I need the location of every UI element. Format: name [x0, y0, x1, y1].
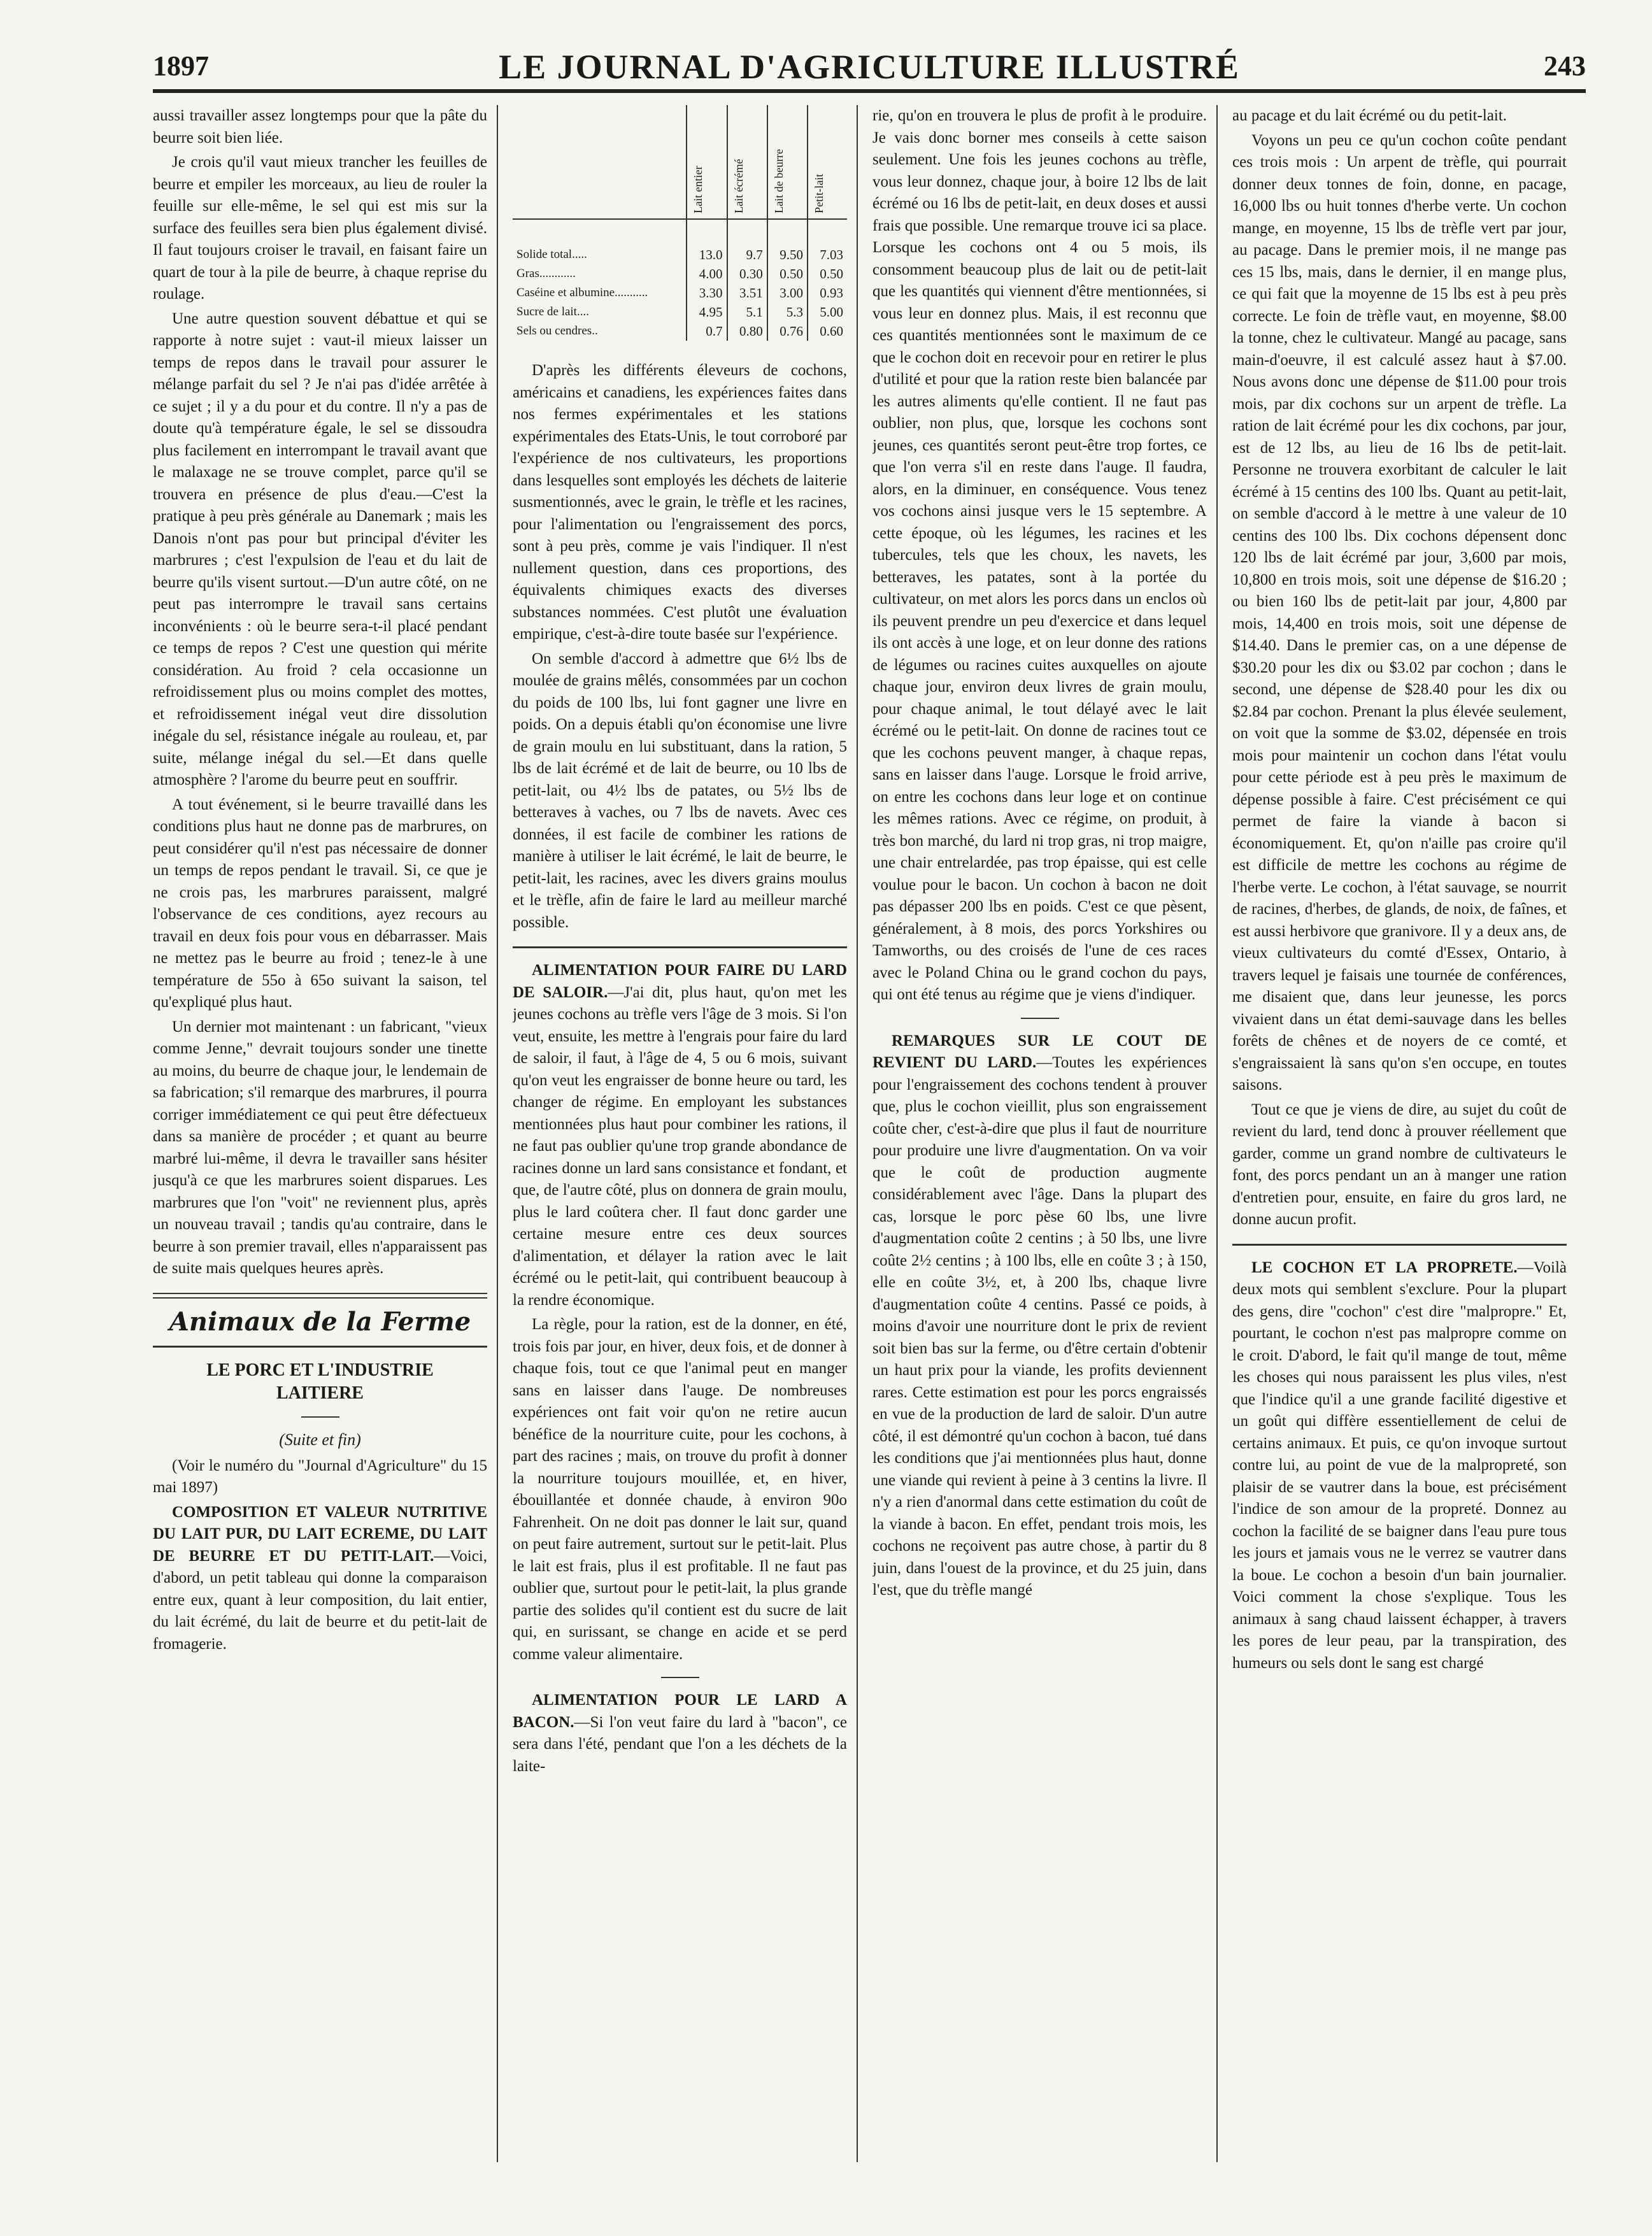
table-cell: 5.00: [808, 303, 847, 322]
paragraph-text: —Voilà deux mots qui semblent s'exclure. Pour la plupart des gens, dire "cochon" c'est dire "malpropre." Et, pourtant, le cochon n'est pas malpropre comme on le croit. D'abord, le fait qu'il mange de tout, même les choses qui nous paraissent les plus viles, n'est que l'indice qu'il a une grande facilité digestive et un goût qui diffère essentiellement de celui de certains animaux. Et puis, ce qu'on invoque surtout contre lui, au point de vue de la malpropreté, son plaisir de se vautrer dans la boue, est précisément l'indice de son amour de la propreté. Donnez au cochon la facilité de se baigner dans l'eau pure tous les jours et jamais vous ne le verrez se vautrer dans la boue. Le cochon a besoin d'un bain journalier. Voici comment la chose s'explique. Tous les animaux à sang chaud laissent échapper, à travers les pores de leur peau, par la transpiration, des humeurs ou sels dont le sang est chargé: [1232, 1258, 1567, 1672]
article-title: LE PORC ET L'INDUSTRIE LAITIERE: [206, 1360, 434, 1403]
paragraph: Tout ce que je viens de dire, au sujet du coût de revient du lard, tend donc à prouver réellement que garder, comme un grand nombre de cultivateurs le font, des porcs pendant un an à manger une ration d'entretien pour, ensuite, en faire du gros lard, ne donne aucun profit.: [1232, 1100, 1567, 1228]
header-year: 1897: [153, 50, 209, 82]
column-2: [513, 105, 847, 2162]
page-header: [153, 38, 1586, 93]
subsection-heading: COMPOSITION ET VALEUR NUTRITIVE DU LAIT PUR, DU LAIT ECREME, DU LAIT DE BEURRE ET DU PETIT-LAIT.: [153, 1503, 487, 1565]
subsection-heading: ALIMENTATION POUR FAIRE DU LARD DE SALOIR.: [513, 962, 847, 1001]
table-cell: 0.7: [687, 322, 727, 341]
header-label: Lait écrémé: [732, 159, 745, 213]
section-heading: Animaux de la Ferme: [169, 1306, 471, 1337]
table-header: [767, 105, 808, 219]
divider: [153, 1346, 487, 1348]
subsection-heading: ALIMENTATION POUR LE LARD A BACON.: [513, 1691, 847, 1731]
paragraph: rie, qu'on en trouvera le plus de profit à le produire. Je vais donc borner mes conseils à cette saison seulement. Une fois les jeunes cochons au trèfle, vous leur donnez, chaque jour, à boire 12 lbs de lait écrémé ou 16 lbs de petit-lait, en deux doses et aussi frais que possible. Une remarque trouve ici sa place. Lorsque les cochons ont 4 ou 5 mois, ils consomment beaucoup plus de lait ou de petit-lait que les quantités qui viennent d'être mentionnées, si vous leur en donnez plus. Mais, il est reconnu que ces quantités mentionnées sont le maximum de ce que le cochon doit en recevoir pour en retirer le plus d'utilité et pour que la ration reste bien balancée par les autres aliments qu'elle contient. Il ne faut pas oublier, non plus, que, lorsque les cochons sont jeunes, ces quantités seront peut-être trop fortes, ce que l'on verra s'il en reste dans l'auge. Il faudra, alors, en la diminuer, en conséquence. Vous tenez vos cochons ainsi jusque vers le 15 septembre. A cette époque, où les légumes, les racines et les tubercules, tels que les choux, les navets, les betteraves, les patates, sont à la portée du cultivateur, on met alors les porcs dans un enclos où ils peuvent prendre un peu d'exercice et dans lequel ils ont accès à une loge, et on leur donne des rations de légumes ou racines cuites auxquelles on ajoute chaque jour, environ deux livres de grain moulu, pour chaque animal, le tout délayé avec le lait écrémé ou le petit-lait. On donne de racines tout ce que les cochons peuvent manger, à chaque repas, sans en laisser dans l'auge. Lorsque le froid arrive, on entre les cochons dans leur loge et on continue les mêmes rations. Avec ce régime, on produit, à très bon marché, du lard ni trop gras, ni trop maigre, une chair entrelardée, pas trop épaisse, qui est celle voulue pour le bacon. Un cochon à bacon ne doit pas dépasser 200 lbs en poids. C'est ce que pèsent, généralement, à 8 mois, des porcs Yorkshires ou Tamworths, ou des croisés de l'une de ces races avec le Poland China ou le grand cochon du pays, qui ont été tenus au régime que je viens d'indiquer.: [872, 107, 1207, 1003]
paragraph: Un dernier mot maintenant : un fabricant, "vieux comme Jenne," devrait toujours sonder une tinette au moins, du beurre de chaque jour, le lendemain de sa fabrication; s'il remarque des marbrures, il pourra corriger immédiatement ce qui peut être défectueux dans sa manière de procéder ; et quant au beurre marbré lui-même, il devra le travailler sans hésiter jusqu'à ce que les marbrures soient disparues. Les marbrures que l'on "voit" ne reviennent plus, après un nouveau travail ; tandis qu'au contraire, dans le beurre à son premier travail, elles n'apparaissent pas de suite mais quelques heures après.: [153, 1018, 487, 1277]
composition-table: [513, 105, 847, 341]
paragraph: Je crois qu'il vaut mieux trancher les feuilles de beurre et empiler les morceaux, au lieu de rouler la feuille sur elle-même, le sel qui est mis sur la surface des feuilles sera bien plus également divisé. Il faut toujours croiser le travail, en faisant faire un quart de tour à la pile de beurre, à chaque reprise du roulage.: [153, 153, 487, 303]
table-cell: 9.50: [767, 219, 808, 264]
paragraph: Voyons un peu ce qu'un cochon coûte pendant ces trois mois : Un arpent de trèfle, qui pourrait donner deux tonnes de foin, donne, en pacage, 16,000 lbs ou huit tonnes d'herbe verte. Un cochon mange, en moyenne, 15 lbs de trèfle vert par jour, au pacage. Dans le premier mois, il ne mange pas ces 15 lbs, mais, dans le dernier, il en mange plus, ce qui fait que la moyenne de 15 lbs est à peu près correcte. Le foin de trèfle vaut, en moyenne, $8.00 la tonne, chez le cultivateur. Mangé au pacage, sans main-d'oeuvre, il est calculé assez haut à $7.00. Nous avons donc une dépense de $11.00 pour trois mois, par dix cochons sur un arpent de trèfle. La ration de lait écrémé pour les dix cochons, par jour, est de 12 lbs, au lieu de 16 lbs de petit-lait. Personne ne trouvera exorbitant de calculer le lait écrémé à 15 centins des 100 lbs. Quant au petit-lait, on semble d'accord à le mettre à une valeur de 10 centins des 100 lbs. Dix cochons dépensent donc 120 lbs de lait écrémé par jour, 3,600 par mois, 10,800 en trois mois, soit une dépense de $16.20 ; ou bien 160 lbs de petit-lait par jour, 4,800 par mois, 14,400 en trois mois, soit une dépense de $14.40. Dans le premier cas, on a une dépense de $30.20 pour les dix ou $3.02 par cochon ; dans le second, une dépense de $28.40 pour les dix ou $2.84 par cochon. Prenant la plus élevée seulement, on voit que la somme de $3.02, dépensée en trois mois pour maintenir un cochon dans l'état voulu pour cette période est à peu près le maximum de dépense possible à faire. C'est précisément ce qui permet de faire la viande à bacon si économiquement. Et, qu'on n'aille pas croire qu'il est difficile de mettre les cochons au régime de l'herbe verte. Le cochon, à l'état sauvage, se nourrit de racines, d'herbes, de glands, de noix, de faînes, et est aussi herbivore que granivore. Il y a deux ans, de vieux cultivateurs du comté d'Essex, Ontario, à travers lequel je faisais une tournée de conférences, me disaient que, dans leur jeunesse, les porcs vivaient dans un état demi-sauvage dans les belles forêts de chênes et de noyers de ce comté, et s'engraissaient là sans qu'on s'en occupe, en toutes saisons.: [1232, 131, 1567, 1093]
row-label: Caséine et albumine...........: [516, 286, 648, 299]
row-label: Solide total.....: [516, 248, 587, 261]
column-4: [1232, 105, 1567, 2162]
table-cell: 0.76: [767, 322, 808, 341]
paragraph: La règle, pour la ration, est de la donner, en été, trois fois par jour, en hiver, deux fois, et de donner à chaque fois, tout ce que l'animal peut en manger sans en laisser dans l'auge. De nombreuses expériences ont fait voir qu'on ne retire aucun bénéfice de la nourriture cuite, pour les cochons, à part des racines ; mais, on trouve du profit à donner la nourriture toujours mouillée, et, en hiver, ébouillantée et donnée chaude, à environ 90o Fahrenheit. On ne doit pas donner le lait sur, quand on peut faire autrement, surtout sur le petit-lait. Plus le lait est frais, plus il est profitable. Il ne faut pas oublier que, surtout pour le petit-lait, la plus grande partie des solides qu'il contient est du sucre de lait qui, en surissant, se change en acide et se perd comme valeur alimentaire.: [513, 1316, 847, 1663]
column-rule: [1216, 105, 1218, 2162]
table-cell: 0.93: [808, 283, 847, 303]
divider: [661, 1677, 699, 1678]
row-label: Sels ou cendres..: [516, 324, 598, 338]
reference-note: (Voir le numéro du "Journal d'Agriculture" du 15 mai 1897): [153, 1456, 487, 1496]
article-subtitle: (Suite et fin): [279, 1430, 361, 1449]
paragraph: A tout événement, si le beurre travaillé dans les conditions plus haut ne donne pas de marbrures, on peut considérer qu'il n'est pas nécessaire de donner un temps de repos pendant le travail. Si, ce que je ne crois pas, les marbrures paraissent, malgré l'observance de ces conditions, ayez recours au travail en deux fois pour vous en débarrasser. Mais ne mettez pas le beurre au froid ; tenez-le à une température de 55o à 65o suivant la saison, tel qu'expliqué plus haut.: [153, 795, 487, 1011]
section-divider: [153, 1293, 487, 1299]
table-cell: 4.95: [687, 303, 727, 322]
subsection-heading: LE COCHON ET LA PROPRETE.: [1251, 1258, 1518, 1276]
table-cell: 0.50: [767, 264, 808, 283]
divider: [513, 946, 847, 948]
column-rule: [857, 105, 858, 2162]
table-cell: 5.1: [727, 303, 767, 322]
paragraph: au pacage et du lait écrémé ou du petit-lait.: [1232, 107, 1507, 124]
table-row: [513, 219, 847, 264]
paragraph-text: —Voici, d'abord, un petit tableau qui donne la comparaison entre eux, quant à leur composition, du lait entier, du lait écrémé, du lait de beurre et du petit-lait de fromagerie.: [153, 1547, 487, 1653]
table-row: [513, 303, 847, 322]
paragraph-text: —J'ai dit, plus haut, qu'on met les jeunes cochons au trèfle vers l'âge de 3 mois. Si l'on veut, ensuite, les mettre à l'engrais pour faire du lard de saloir, il faut, à l'âge de 4, 5 ou 6 mois, suivant qu'on veut les engraisser de bonne heure ou tard, les changer de régime. En employant les substances mentionnées plus haut pour combiner les rations, il ne faut pas oublier qu'une trop grande abondance de racines donne un lard sans consistance et fondant, et que, de l'autre côté, plus on donnera de grain moulu, plus le lard coûtera cher. Il faut donc garder une certaine mesure entre ces deux sources d'alimentation, et délayer la ration avec le lait écrémé ou le petit-lait, qui contribuent beaucoup à la rendre économique.: [513, 983, 847, 1309]
divider: [1232, 1244, 1567, 1246]
paragraph: [1232, 1257, 1567, 1675]
table-cell: 3.00: [767, 283, 808, 303]
header-label: Lait entier: [692, 166, 705, 213]
table-cell: 3.30: [687, 283, 727, 303]
table-cell: 5.3: [767, 303, 808, 322]
table-header: [727, 105, 767, 219]
paragraph: [513, 960, 847, 1311]
row-label: Sucre de lait....: [516, 305, 589, 318]
paragraph: [872, 1030, 1207, 1602]
table-row: [513, 264, 847, 283]
paragraph: D'après les différents éleveurs de cochons, américains et canadiens, les expériences faites dans nos fermes expérimentales et les stations expérimentales des Etats-Unis, le tout corroboré par l'expérience de nos cultivateurs, les proportions dans lesquelles sont employés les déchets de laiterie susmentionnés, avec le grain, le trèfle et les racines, pour l'alimentation ou l'engraissement des porcs, sont à peu près, comme je vais l'indiquer. Il n'est nullement question, dans ces proportions, des équivalents chimiques exacts des diverses substances nommées. C'est plutôt une évaluation empirique, c'est-à-dire toute basée sur l'expérience.: [513, 362, 847, 643]
table-cell: 0.30: [727, 264, 767, 283]
row-label: Gras............: [516, 267, 576, 280]
page-number: 243: [1544, 50, 1586, 82]
table-cell: 0.80: [727, 322, 767, 341]
column-3: [872, 105, 1207, 2162]
table-header: [808, 105, 847, 219]
table-cell: 13.0: [687, 219, 727, 264]
table-cell: 0.60: [808, 322, 847, 341]
header-label: Lait de beurre: [772, 149, 785, 213]
table-row: [513, 322, 847, 341]
paragraph: aussi travailler assez longtemps pour que la pâte du beurre soit bien liée.: [153, 107, 487, 146]
table-header: [513, 105, 687, 219]
paragraph: [153, 1502, 487, 1656]
table-cell: 3.51: [727, 283, 767, 303]
divider: [1021, 1018, 1059, 1019]
paragraph-text: —Toutes les expériences pour l'engraissement des cochons tendent à prouver que, plus le cochon vieillit, plus son engraissement coûte cher, c'est-à-dire que plus il faut de nourriture pour produire une livre d'augmentation. On va voir que le coût de production augmente considérablement avec l'âge. Dans la plupart des cas, lorsque le porc pèse 60 lbs, une livre d'augmentation coûte 2 centins ; à 50 lbs, une livre coûte 2½ centins ; à 100 lbs, elle en coûte 3 ; à 150, elle en coûte 3½, et, à 200 lbs, chaque livre d'augmentation coûte 4 centins. Passé ce poids, à moins d'avoir une nourriture dont le prix de revient soit bien bas sur la ferme, ou d'être certain d'obtenir un haut prix pour la viande, les profits deviennent rares. Cette estimation est pour les porcs engraissés en vue de la production de lard de saloir. D'un autre côté, il est démontré qu'un cochon à bacon, tué dans les conditions que j'ai mentionnées plus haut, donne une viande qui revient à peine à 3 centins la livre. Il n'y a rien d'anormal dans cette estimation du coût de la viande à bacon. En effet, pendant trois mois, les cochons ne reçoivent pas autre chose, à partir du 8 juin, dans l'ouest de la province, et du 25 juin, dans l'est, que du trèfle mangé: [872, 1054, 1207, 1599]
table-cell: 0.50: [808, 264, 847, 283]
table-cell: 9.7: [727, 219, 767, 264]
table-header: [687, 105, 727, 219]
divider: [301, 1416, 339, 1418]
table-row: [513, 283, 847, 303]
column-1: [153, 105, 487, 2162]
header-label: Petit-lait: [812, 174, 825, 213]
subsection-heading: REMARQUES SUR LE COUT DE REVIENT DU LARD.: [872, 1032, 1207, 1071]
journal-title: LE JOURNAL D'AGRICULTURE ILLUSTRÉ: [499, 48, 1240, 86]
table-cell: 7.03: [808, 219, 847, 264]
paragraph: Une autre question souvent débattue et qui se rapporte à notre sujet : vaut-il mieux laisser un temps de repos dans le travail pour assurer le mélange parfait du sel ? Je n'ai pas d'idée arrêtée à ce sujet ; il y a du pour et du contre. Il n'y a pas de doute qu'à température égale, le sel se dissoudra plus facilement en interrompant le travail avant que le malaxage ne se trouve complet, parce qu'il se trouvera en présence de plus d'eau.—C'est la pratique à peu près générale au Danemark ; mais les Danois n'ont pas pour but principal d'éviter les marbrures ; c'est l'expulsion de l'eau et du lait de beurre qu'ils visent surtout.—D'un autre côté, on ne peut pas interrompre le travail sans certains inconvénients : où le beurre sera-t-il placé pendant ce temps de repos ? C'est une question qui mérite considération. Au froid ? cela occasionne un refroidissement plus ou moins complet des mottes, et refroidissement inégal veut dire dissolution inégale du sel, résistance inégale au rouleau, et, par suite, mélange inégal du sel.—Et dans quelle atmosphère ? l'arome du beurre peut en souffrir.: [153, 310, 487, 788]
column-rule: [497, 105, 498, 2162]
table-cell: 4.00: [687, 264, 727, 283]
paragraph: On semble d'accord à admettre que 6½ lbs de moulée de grains mêlés, consommées par un cochon du poids de 100 lbs, lui font gagner une livre en poids. On a depuis établi qu'on économise une livre de grain moulu en lui substituant, dans la ration, 5 lbs de lait écrémé et de lait de beurre, ou 10 lbs de petit-lait, ou 4½ lbs de patates, ou 5½ lbs de betteraves à vaches, ou 7 lbs de navets. Avec ces données, il est facile de combiner les rations de manière à utiliser le lait écrémé, le lait de beurre, le petit-lait, les racines, avec les divers grains moulus et le trèfle, afin de faire le lard au meilleur marché possible.: [513, 650, 847, 931]
paragraph-text: —Si l'on veut faire du lard à "bacon", ce sera dans l'été, pendant que l'on a les déchets de la laite-: [513, 1713, 847, 1775]
paragraph: [513, 1690, 847, 1777]
